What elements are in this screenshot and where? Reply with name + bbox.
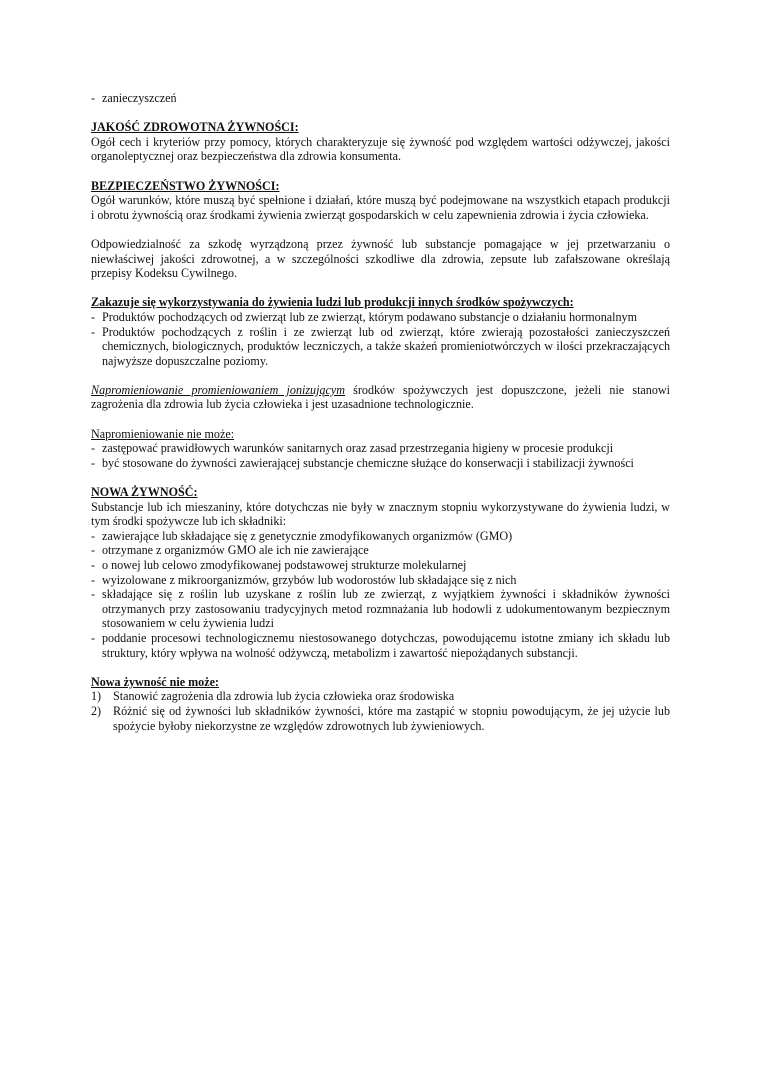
list-item-text: o nowej lub celowo zmodyfikowanej podstawowej strukturze molekularnej (102, 558, 467, 572)
list-item-text: być stosowane do żywności zawierającej substancje chemiczne służące do konserwacji i stabilizacji żywności (102, 455, 634, 470)
list-item-text: poddanie procesowi technologicznemu niestosowanego dotychczas, powodującemu istotne zmiany ich składu lub struktury, który wpływa na wolność odżywczą, metabolizm i zawartość niepożądanych substancji. (102, 630, 670, 660)
list-item-text: wyizolowane z mikroorganizmów, grzybów lub wodorostów lub składające się z nich (102, 572, 517, 587)
paragraph: Ogół warunków, które muszą być spełnione i działań, które muszą być podejmowane na wszystkich etapach produkcji i obrotu żywnością oraz środkami żywienia zwierząt gospodarskich w celu zapewnienia zdrowia i życia człowieka. (91, 193, 670, 222)
list-marker: - (91, 324, 96, 339)
paragraph: Substancje lub ich mieszaniny, które dotychczas nie były w znacznym stopniu wykorzystywane do żywienia ludzi, w tym środki spożywcze lub ich składniki: (91, 499, 670, 529)
list-item-text: Różnić się od żywności lub składników żywności, które ma zastąpić w stopniu powodującym, że jej użycie lub spożycie byłoby niekorzystne ze względów zdrowotnych lub żywieniowych. (113, 703, 670, 733)
section-heading-nowa-zywnosc-nie-moze: Nowa żywność nie może: (91, 674, 219, 689)
paragraph (91, 383, 670, 412)
list-item-text: składające się z roślin lub uzyskane z roślin lub ze zwierząt, z wyjątkiem żywności i składników żywności otrzymanych przy zastosowaniu tradycyjnych metod rozmnażania lub hodowli z udokumentowanym bezpiecznym stosowaniem w celu żywienia ludzi (102, 587, 670, 631)
list-marker: - (91, 309, 96, 324)
list-item (91, 325, 670, 369)
list-marker: - (91, 630, 96, 645)
list-item-text: zastępować prawidłowych warunków sanitarnych oraz zasad przestrzegania higieny w procesie produkcji (102, 441, 614, 456)
list-item (91, 631, 670, 660)
section-heading-jakosc: JAKOŚĆ ZDROWOTNA ŻYWNOŚCI: (91, 120, 299, 135)
numbered-list-item (91, 689, 670, 704)
document-body (91, 91, 670, 733)
list-marker: - (91, 91, 96, 105)
list-item-text: Produktów pochodzących od zwierząt lub ze zwierząt, którym podawano substancje o działaniu hormonalnym (102, 309, 637, 324)
list-item-text: zanieczyszczeń (102, 91, 177, 105)
list-marker: - (91, 572, 96, 587)
list-marker: - (91, 587, 96, 602)
paragraph: Odpowiedzialność za szkodę wyrządzoną przez żywność lub substancje pomagające w jej przetwarzaniu o niewłaściwej jakości zdrowotnej, a w szczególności szkodliwe dla zdrowia, zepsute lub zafałszowane określają przepisy Kodeksu Cywilnego. (91, 236, 670, 281)
list-item (91, 91, 670, 106)
list-item (91, 558, 670, 573)
list-item (91, 441, 670, 456)
paragraph: Ogół cech i kryteriów przy pomocy, których charakteryzuje się żywność pod względem wartości odżywczej, jakości organoleptycznej oraz bezpieczeństwa dla zdrowia konsumenta. (91, 134, 670, 164)
list-number: 2) (91, 703, 102, 718)
list-item (91, 310, 670, 325)
list-marker: - (91, 441, 96, 456)
subheading-napromieniowanie: Napromieniowanie nie może: (91, 426, 235, 441)
section-heading-nowa-zywnosc: NOWA ŻYWNOŚĆ: (91, 485, 198, 500)
numbered-list-item (91, 704, 670, 733)
list-marker: - (91, 543, 96, 558)
list-item (91, 543, 670, 558)
list-marker: - (91, 455, 96, 470)
list-item-text: Stanowić zagrożenia dla zdrowia lub życia człowieka oraz środowiska (113, 689, 455, 704)
list-item (91, 587, 670, 631)
list-item-text: otrzymane z organizmów GMO ale ich nie zawierające (102, 543, 369, 558)
list-item-text: zawierające lub składające się z genetycznie zmodyfikowanych organizmów (GMO) (102, 528, 513, 543)
paragraph-text: środków spożywczych jest dopuszczone, jeżeli nie stanowi zagrożenia dla zdrowia lub życia człowieka i jest uzasadnione technologicznie. (91, 382, 670, 412)
list-number: 1) (91, 689, 102, 704)
list-item (91, 573, 670, 588)
list-marker: - (91, 528, 96, 543)
italic-term: Napromieniowanie promieniowaniem jonizującym (91, 382, 345, 397)
list-item (91, 456, 670, 471)
section-heading-zakaz: Zakazuje się wykorzystywania do żywienia ludzi lub produkcji innych środków spożywczych: (91, 295, 574, 310)
list-item-text: Produktów pochodzących z roślin i ze zwierząt lub od zwierząt, które zwierają pozostałości zanieczyszczeń chemicznych, biologicznych, produktów leczniczych, a także skażeń promieniotwórczych w ilości przekraczających najwyższe dopuszczalne poziomy. (102, 324, 670, 368)
list-marker: - (91, 558, 96, 572)
list-item (91, 529, 670, 544)
section-heading-bezpieczenstwo: BEZPIECZEŃSTWO ŻYWNOŚCI: (91, 178, 280, 193)
